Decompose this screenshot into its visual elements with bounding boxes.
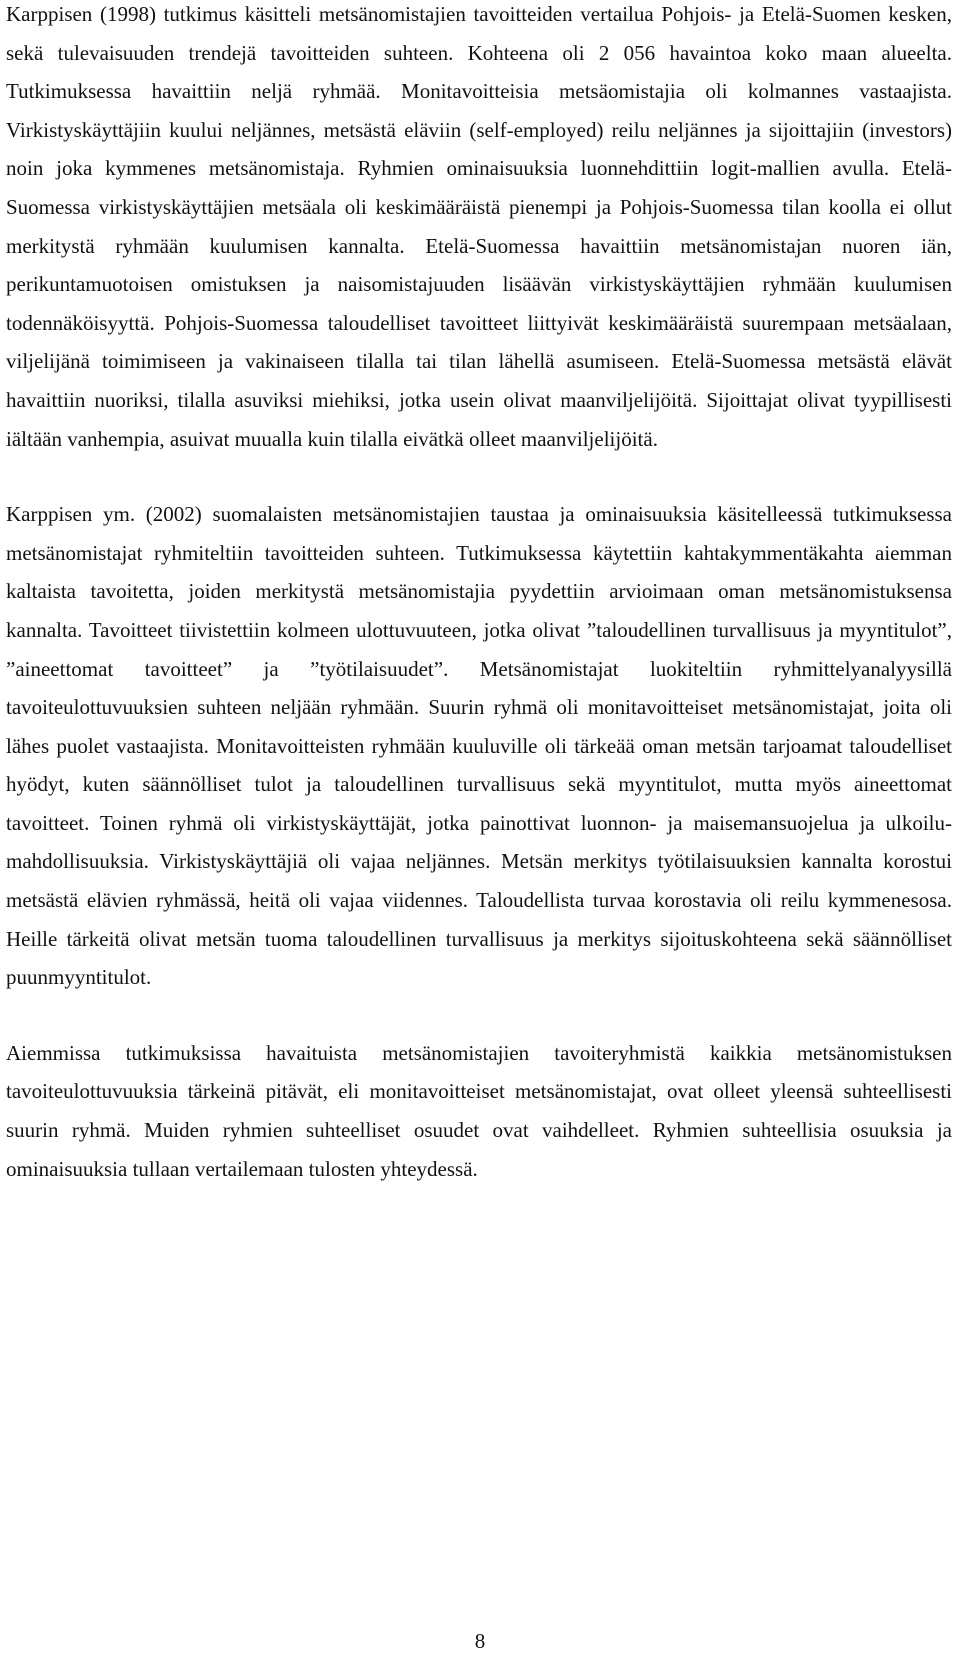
body-paragraph-1: Karppisen (1998) tutkimus käsitteli metsänomistajien tavoitteiden vertailua Pohjois- ja Etelä-Suomen kesken, sekä tulevaisuuden trendejä tavoitteiden suhteen. Kohteena oli 2 056 havaintoa koko maan alueelta. Tutkimuksessa havaittiin neljä ryhmää. Monitavoitteisia metsäomistajia oli kolmannes vastaajista. Virkistyskäyttäjiin kuului neljännes, metsästä eläviin (self-employed) reilu neljännes ja sijoittajiin (investors) noin joka kymmenes metsänomistaja. Ryhmien ominaisuuksia luonnehdittiin logit-mallien avulla. Etelä-Suomessa virkistyskäyttäjien metsäala oli keskimääräistä pienempi ja Pohjois-Suomessa tilan koolla ei ollut merkitystä ryhmään kuulumisen kannalta. Etelä-Suomessa havaittiin metsänomistajan nuoren iän, perikuntamuotoisen omistuksen ja naisomistajuuden lisäävän virkistyskäyttäjien ryhmään kuulumisen todennäköisyyttä. Pohjois-Suomessa taloudelliset tavoitteet liittyivät keskimääräistä suurempaan metsäalaan, viljelijänä toimimiseen ja vakinaiseen tilalla tai tilan lähellä asumiseen. Etelä-Suomessa metsästä elävät havaittiin nuoriksi, tilalla asuviksi miehiksi, jotka usein olivat maanviljelijöitä. Sijoittajat olivat tyypillisesti iältään vanhempia, asuivat muualla kuin tilalla eivätkä olleet maanviljelijöitä.	[6, 2, 952, 451]
body-paragraph-2: Karppisen ym. (2002) suomalaisten metsänomistajien taustaa ja ominaisuuksia käsitelleessä tutkimuksessa metsänomistajat ryhmiteltiin tavoitteiden suhteen. Tutkimuksessa käytettiin kahtakymmentäkahta aiemman kaltaista tavoitetta, joiden merkitystä metsänomistajia pyydettiin arvioimaan oman metsänomistuksensa kannalta. Tavoitteet tiivistettiin kolmeen ulottuvuuteen, jotka olivat ”taloudellinen turvallisuus ja myyntitulot”, ”aineettomat tavoitteet” ja ”työtilaisuudet”. Metsänomistajat luokiteltiin ryhmittelyanalyysillä tavoiteulottuvuuksien suhteen neljään ryhmään. Suurin ryhmä oli monitavoitteiset metsänomistajat, joita oli lähes puolet vastaajista. Monitavoitteisten ryhmään kuuluville oli tärkeää oman metsän tarjoamat taloudelliset hyödyt, kuten säännölliset tulot ja taloudellinen turvallisuus sekä myyntitulot, mutta myös aineettomat tavoitteet. Toinen ryhmä oli virkistyskäyttäjät, jotka painottivat luonnon- ja maisemansuojelua ja ulkoilumahdollisuuksia. Virkistyskäyttäjiä oli vajaa neljännes. Metsän merkitys työtilaisuuksien kannalta korostui metsästä elävien ryhmässä, heitä oli vajaa viidennes. Taloudellista turvaa korostavia oli reilu kymmenesosa. Heille tärkeitä olivat metsän tuoma taloudellinen turvallisuus ja merkitys sijoituskohteena sekä säännölliset puunmyyntitulot.	[6, 502, 952, 990]
body-paragraph-3: Aiemmissa tutkimuksissa havaituista metsänomistajien tavoiteryhmistä kaikkia metsänomistuksen tavoiteulottuvuuksia tärkeinä pitävät, eli monitavoitteiset metsänomistajat, ovat olleet yleensä suhteellisesti suurin ryhmä. Muiden ryhmien suhteelliset osuudet ovat vaihdelleet. Ryhmien suhteellisia osuuksia ja ominaisuuksia tullaan vertailemaan tulosten yhteydessä.	[6, 1040, 952, 1181]
page-number: 8	[474, 1629, 486, 1653]
